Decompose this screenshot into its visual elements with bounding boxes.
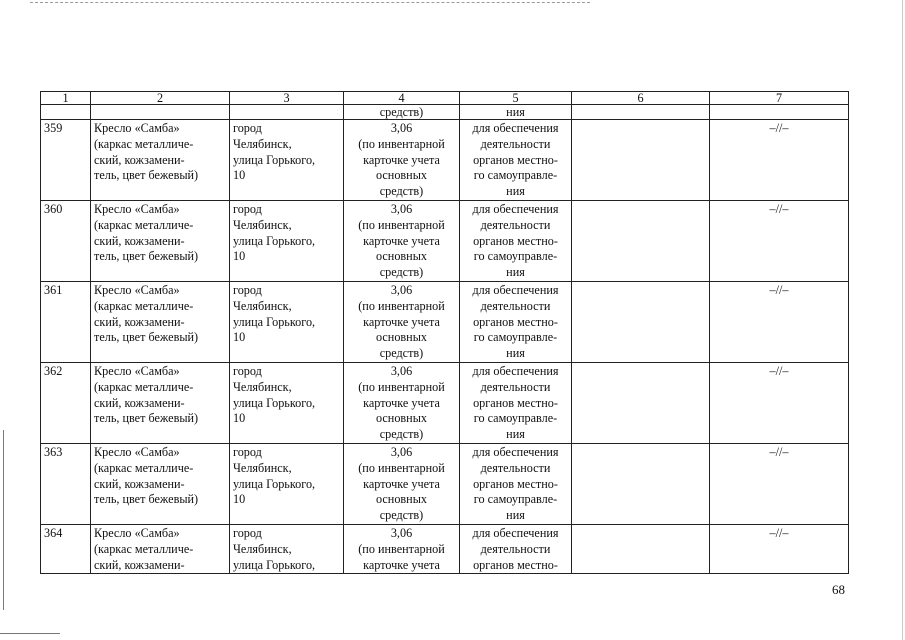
cell-purpose-line: деятельности	[480, 217, 551, 232]
table-row	[41, 444, 849, 525]
cell-name-line: ский, кожзамени-	[94, 557, 185, 572]
cell-purpose	[460, 525, 572, 574]
cell-purpose-line: го самоуправле-	[473, 411, 558, 426]
cell-name-line: Кресло «Самба»	[94, 364, 180, 378]
table-body	[41, 92, 849, 574]
cell-continuation	[230, 105, 344, 120]
table-row	[41, 201, 849, 282]
column-number: 6	[572, 92, 710, 105]
cell-name	[91, 363, 230, 444]
cell-name-line: ский, кожзамени-	[94, 152, 185, 167]
cell-value	[344, 363, 460, 444]
cell-address-line: 10	[233, 249, 246, 264]
cell-col6	[572, 201, 710, 282]
cell-value-line: средств)	[379, 184, 424, 199]
cell-address-line: Челябинск,	[233, 460, 292, 475]
cell-address-line: 10	[233, 330, 246, 345]
cell-value-line: карточке учета	[363, 557, 440, 572]
cell-value-line: карточке учета	[363, 233, 440, 248]
cell-purpose-line: ния	[506, 184, 525, 199]
cell-address-line: 10	[233, 168, 246, 183]
cell-value-line: (по инвентарной	[358, 298, 445, 313]
table-row	[41, 282, 849, 363]
cell-purpose-line: органов местно-	[473, 314, 558, 329]
cell-col6	[572, 282, 710, 363]
scan-artifact-right	[902, 0, 903, 640]
cell-address-line: город	[233, 526, 262, 540]
cell-address	[230, 201, 344, 282]
cell-name	[91, 444, 230, 525]
cell-purpose-line: деятельности	[480, 379, 551, 394]
cell-name-line: Кресло «Самба»	[94, 283, 180, 297]
cell-name-line: Кресло «Самба»	[94, 445, 180, 459]
cell-col6	[572, 363, 710, 444]
cell-purpose-line: го самоуправле-	[473, 249, 558, 264]
cell-value-line: (по инвентарной	[358, 460, 445, 475]
cell-purpose	[460, 201, 572, 282]
cell-value-line: 3,06	[390, 202, 413, 216]
cell-number: 360	[41, 201, 91, 282]
cell-value-line: (по инвентарной	[358, 541, 445, 556]
cell-address-line: 10	[233, 411, 246, 426]
cell-name-line: (каркас металличе-	[94, 136, 194, 151]
cell-purpose-line: для обеспечения	[472, 526, 559, 540]
cell-number: 363	[41, 444, 91, 525]
inventory-table	[40, 91, 849, 574]
cell-number: 359	[41, 120, 91, 201]
cell-address-line: улица Горького,	[233, 557, 316, 572]
cell-col6	[572, 120, 710, 201]
cell-address-line: Челябинск,	[233, 298, 292, 313]
cell-value-line: средств)	[379, 427, 424, 442]
page-number: 68	[832, 582, 845, 597]
cell-purpose-line: ния	[506, 508, 525, 523]
table-row	[41, 120, 849, 201]
cell-value-line: основных	[376, 168, 427, 183]
cell-purpose-line: для обеспечения	[472, 283, 559, 297]
cell-col7: –//–	[710, 363, 849, 444]
cell-value-line: карточке учета	[363, 152, 440, 167]
cell-address-line: Челябинск,	[233, 217, 292, 232]
cell-purpose-line: для обеспечения	[472, 364, 559, 378]
cell-value-line: 3,06	[390, 121, 413, 135]
cell-purpose-line: го самоуправле-	[473, 492, 558, 507]
cell-name-line: (каркас металличе-	[94, 298, 194, 313]
cell-value-line: 3,06	[390, 283, 413, 297]
cell-col7: –//–	[710, 444, 849, 525]
cell-purpose-line: органов местно-	[473, 476, 558, 491]
cell-address-line: улица Горького,	[233, 395, 316, 410]
cell-continuation-purpose: ния	[460, 105, 572, 120]
cell-purpose	[460, 363, 572, 444]
cell-continuation	[91, 105, 230, 120]
cell-value-line: основных	[376, 249, 427, 264]
column-number: 3	[230, 92, 344, 105]
cell-name	[91, 201, 230, 282]
cell-name-line: ский, кожзамени-	[94, 314, 185, 329]
column-number: 1	[41, 92, 91, 105]
cell-address-line: Челябинск,	[233, 379, 292, 394]
cell-purpose-line: ния	[506, 427, 525, 442]
cell-name-line: (каркас металличе-	[94, 460, 194, 475]
cell-address-line: улица Горького,	[233, 314, 316, 329]
cell-purpose-line: ния	[506, 346, 525, 361]
cell-continuation-value: средств)	[344, 105, 460, 120]
cell-value	[344, 201, 460, 282]
cell-name-line: тель, цвет бежевый)	[94, 249, 199, 264]
cell-address-line: город	[233, 283, 262, 297]
cell-name-line: (каркас металличе-	[94, 217, 194, 232]
cell-value-line: средств)	[379, 265, 424, 280]
cell-purpose-line: го самоуправле-	[473, 330, 558, 345]
cell-address-line: 10	[233, 492, 246, 507]
cell-address	[230, 120, 344, 201]
cell-address-line: Челябинск,	[233, 136, 292, 151]
cell-name-line: Кресло «Самба»	[94, 202, 180, 216]
cell-address-line: город	[233, 364, 262, 378]
cell-value-line: основных	[376, 492, 427, 507]
cell-address-line: улица Горького,	[233, 152, 316, 167]
cell-address	[230, 363, 344, 444]
cell-name-line: ский, кожзамени-	[94, 395, 185, 410]
cell-col7: –//–	[710, 201, 849, 282]
cell-purpose-line: для обеспечения	[472, 121, 559, 135]
cell-purpose	[460, 120, 572, 201]
cell-address	[230, 525, 344, 574]
cell-continuation	[572, 105, 710, 120]
cell-name-line: Кресло «Самба»	[94, 526, 180, 540]
cell-value-line: 3,06	[390, 445, 413, 459]
column-number: 4	[344, 92, 460, 105]
cell-value-line: 3,06	[390, 364, 413, 378]
cell-value-line: (по инвентарной	[358, 136, 445, 151]
cell-value-line: карточке учета	[363, 395, 440, 410]
cell-value-line: основных	[376, 411, 427, 426]
cell-address-line: город	[233, 202, 262, 216]
cell-number: 361	[41, 282, 91, 363]
cell-name-line: ский, кожзамени-	[94, 233, 185, 248]
cell-name-line: ский, кожзамени-	[94, 476, 185, 491]
scan-artifact-top	[30, 2, 590, 3]
cell-name-line: тель, цвет бежевый)	[94, 411, 199, 426]
cell-name	[91, 525, 230, 574]
cell-value-line: (по инвентарной	[358, 217, 445, 232]
cell-name-line: (каркас металличе-	[94, 379, 194, 394]
cell-purpose-line: деятельности	[480, 541, 551, 556]
cell-col6	[572, 525, 710, 574]
cell-address-line: улица Горького,	[233, 233, 316, 248]
cell-name-line: тель, цвет бежевый)	[94, 168, 199, 183]
cell-address-line: город	[233, 121, 262, 135]
cell-purpose-line: деятельности	[480, 136, 551, 151]
cell-number: 362	[41, 363, 91, 444]
cell-address	[230, 282, 344, 363]
table-row	[41, 363, 849, 444]
cell-purpose-line: ния	[506, 265, 525, 280]
cell-value-line: средств)	[379, 508, 424, 523]
cell-value-line: средств)	[379, 346, 424, 361]
cell-purpose-line: органов местно-	[473, 395, 558, 410]
cell-value	[344, 282, 460, 363]
cell-purpose-line: органов местно-	[473, 152, 558, 167]
cell-col7: –//–	[710, 282, 849, 363]
cell-name-line: тель, цвет бежевый)	[94, 330, 199, 345]
cell-purpose-line: для обеспечения	[472, 445, 559, 459]
cell-purpose	[460, 444, 572, 525]
cell-purpose-line: органов местно-	[473, 233, 558, 248]
column-number: 2	[91, 92, 230, 105]
cell-col7: –//–	[710, 525, 849, 574]
scan-artifact-bottom	[0, 633, 60, 634]
cell-continuation	[710, 105, 849, 120]
table-row	[41, 525, 849, 574]
cell-number: 364	[41, 525, 91, 574]
cell-purpose-line: деятельности	[480, 460, 551, 475]
cell-value	[344, 444, 460, 525]
cell-address-line: Челябинск,	[233, 541, 292, 556]
cell-name-line: Кресло «Самба»	[94, 121, 180, 135]
cell-col7: –//–	[710, 120, 849, 201]
cell-value-line: (по инвентарной	[358, 379, 445, 394]
cell-purpose	[460, 282, 572, 363]
cell-continuation	[41, 105, 91, 120]
column-number-row	[41, 92, 849, 105]
cell-value-line: 3,06	[390, 526, 413, 540]
cell-col6	[572, 444, 710, 525]
cell-value-line: карточке учета	[363, 314, 440, 329]
cell-address-line: город	[233, 445, 262, 459]
column-number: 5	[460, 92, 572, 105]
cell-name	[91, 282, 230, 363]
cell-value-line: основных	[376, 330, 427, 345]
cell-value	[344, 525, 460, 574]
scan-artifact-left	[3, 430, 4, 610]
column-number: 7	[710, 92, 849, 105]
continuation-row	[41, 105, 849, 120]
cell-purpose-line: го самоуправле-	[473, 168, 558, 183]
cell-purpose-line: для обеспечения	[472, 202, 559, 216]
cell-purpose-line: деятельности	[480, 298, 551, 313]
cell-name-line: (каркас металличе-	[94, 541, 194, 556]
cell-value-line: карточке учета	[363, 476, 440, 491]
cell-name-line: тель, цвет бежевый)	[94, 492, 199, 507]
cell-value	[344, 120, 460, 201]
cell-purpose-line: органов местно-	[473, 557, 558, 572]
cell-address-line: улица Горького,	[233, 476, 316, 491]
cell-name	[91, 120, 230, 201]
cell-address	[230, 444, 344, 525]
